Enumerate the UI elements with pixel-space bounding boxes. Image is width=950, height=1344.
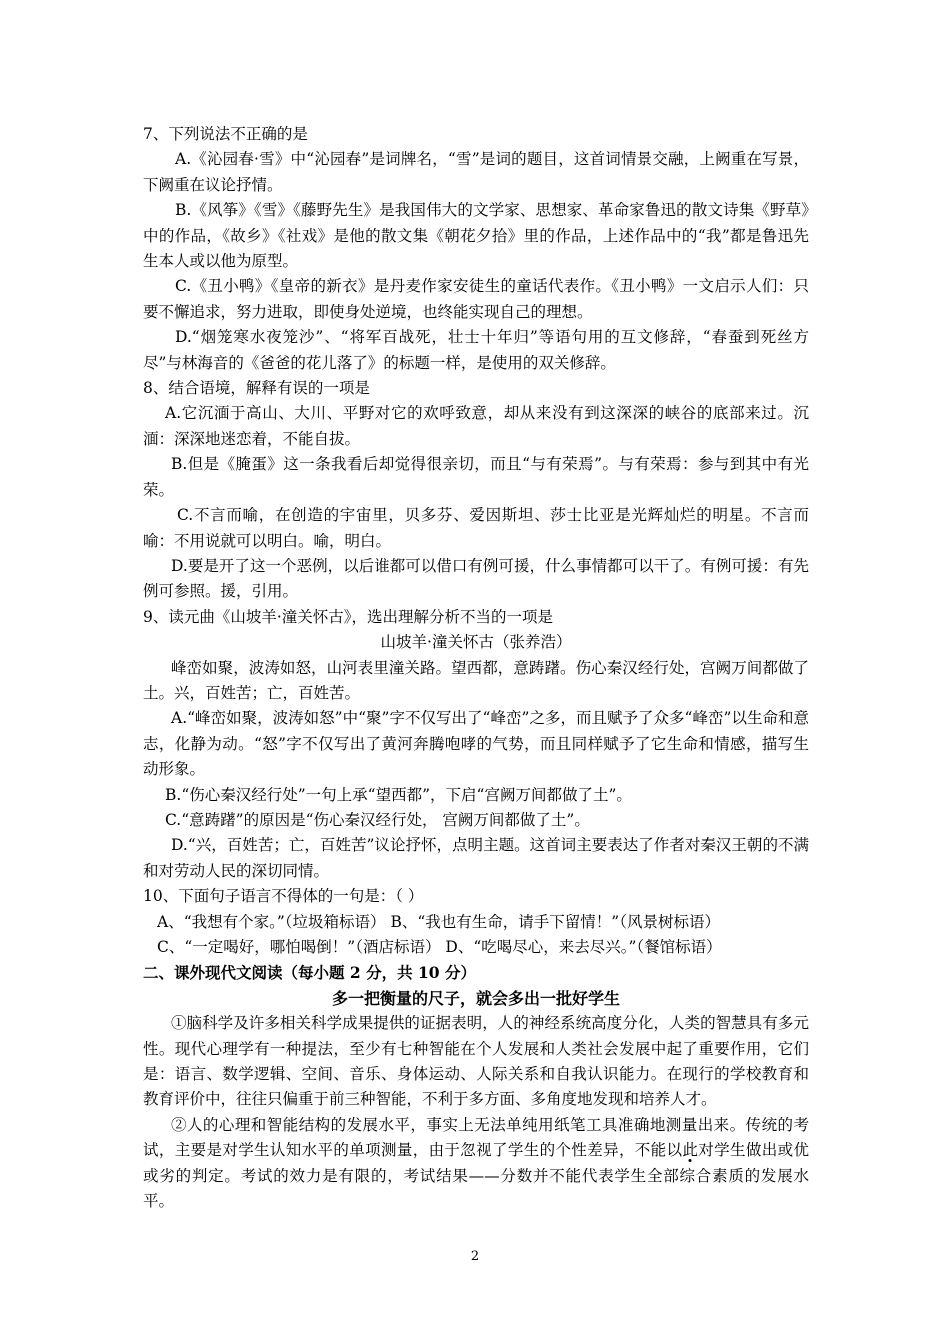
q10-options-line1: A、“我想有个家。”（垃圾箱标语） B、“我也有生命，请手下留情！”（风景树标语） [157, 912, 720, 931]
q7-option-d: D.“烟笼寒水夜笼沙”、“将军百战死，壮士十年归”等语句用的互文修辞，“春蚕到死丝方尽”与林海音的《爸爸的花儿落了》的标题一样，是使用的双关修辞。 [143, 328, 809, 372]
q9-option-d: D.“兴，百姓苦；亡，百姓苦”议论抒怀，点明主题。这首词主要表达了作者对秦汉王朝的不满和对劳动人民的深切同情。 [143, 836, 809, 880]
poem-text: 峰峦如聚，波涛如怒，山河表里潼关路。望西都，意踌躇。伤心秦汉经行处，宫阙万间都做了土。兴，百姓苦；亡，百姓苦。 [143, 658, 809, 702]
q7-option-c: C.《丑小鸭》《皇帝的新衣》是丹麦作家安徒生的童话代表作。《丑小鸭》一文启示人们：只要不懈追求，努力进取，即使身处逆境，也终能实现自己的理想。 [143, 277, 809, 321]
q10-options-line2: C、“一定喝好，哪怕喝倒！”（酒店标语） D、“吃喝尽心，来去尽兴。”（餐馆标语） [157, 938, 722, 956]
paragraph-2-text-start: ②人的心理和智能结构的发展水平，事实上无法单纯用纸笔工具准确地测量出来。传统的考试，主要是对学生认知水平的单项测量，由于忽视了学生的个性差异，不能以 [143, 1115, 809, 1160]
q9-option-b: B.“伤心秦汉经行处”一句上承“望西都”，下启“宫阙万间都做了土”。 [165, 785, 632, 804]
q9-option-c: C.“意踌躇”的原因是“伤心秦汉经行处， 宫阙万间都做了土”。 [165, 810, 590, 829]
section-heading: 二、课外现代文阅读（每小题 2 分，共 10 分） [143, 963, 476, 983]
q9-stem: 9、读元曲《山坡羊·潼关怀古》，选出理解分析不当的一项是 [143, 607, 554, 626]
q7-option-a: A.《沁园春·雪》中“沁园春”是词牌名，“雪”是词的题目，这首词情景交融，上阙重在写景，下阙重在议论抒情。 [143, 150, 809, 194]
q8-option-b: B.但是《腌蛋》这一条我看后却觉得很亲切，而且“与有荣焉”。与有荣焉：参与到其中有光荣。 [143, 455, 809, 499]
q8-option-a: A.它沉湎于高山、大川、平野对它的欢呼致意，却从来没有到这深深的峡谷的底部来过。沉湎：深深地迷恋着，不能自拔。 [143, 404, 809, 448]
q7-stem: 7、下列说法不正确的是 [143, 125, 308, 143]
paragraph-2-text-end: 对学生做出或优或劣的判定。考试的效力是有限的，考试结果——分数并不能代表学生全部综合素质的发展水平。 [143, 1141, 809, 1211]
article-paragraph-2 [143, 1113, 809, 1215]
page-number: 2 [470, 1249, 480, 1264]
page-content [143, 122, 809, 1214]
q8-option-c: C.不言而喻，在创造的宇宙里，贝多芬、爱因斯坦、莎士比亚是光辉灿烂的明星。不言而喻：不用说就可以明白。喻，明白。 [143, 506, 809, 550]
poem-title: 山坡羊·潼关怀古（张养浩） [380, 633, 572, 652]
article-paragraph-1: ①脑科学及许多相关科学成果提供的证据表明，人的神经系统高度分化，人类的智慧具有多元性。现代心理学有一种提法，至少有七种智能在个人发展和人类社会发展中起了重要作用，它们是：语言、数学逻辑、空间、音乐、身体运动、人际关系和自我认识能力。在现行的学校教育和教育评价中，往往只偏重于前三种智能，不利于多方面、多角度地发现和培养人才。 [143, 1014, 809, 1109]
article-title: 多一把衡量的尺子，就会多出一批好学生 [331, 988, 620, 1008]
emphasis-dot-character: 此 [682, 1141, 699, 1160]
q7-option-b: B.《风筝》《雪》《藤野先生》是我国伟大的文学家、思想家、革命家鲁迅的散文诗集《野草》中的作品，《故乡》《社戏》是他的散文集《朝花夕拾》里的作品，上述作品中的“我”都是鲁迅先生本人或以他为原型。 [143, 201, 809, 271]
q10-stem: 10、下面句子语言不得体的一句是：（ ） [143, 887, 424, 906]
q8-stem: 8、结合语境，解释有误的一项是 [143, 379, 370, 398]
q9-option-a: A.“峰峦如聚，波涛如怒”中“聚”字不仅写出了“峰峦”之多，而且赋予了众多“峰峦”以生命和意志，化静为动。“怒”字不仅写出了黄河奔腾咆哮的气势，而且同样赋予了它生命和情感，描写生动形象。 [143, 709, 809, 779]
q8-option-d: D.要是开了这一个恶例，以后谁都可以借口有例可援，什么事情都可以干了。有例可援：有先例可参照。援，引用。 [143, 556, 809, 601]
